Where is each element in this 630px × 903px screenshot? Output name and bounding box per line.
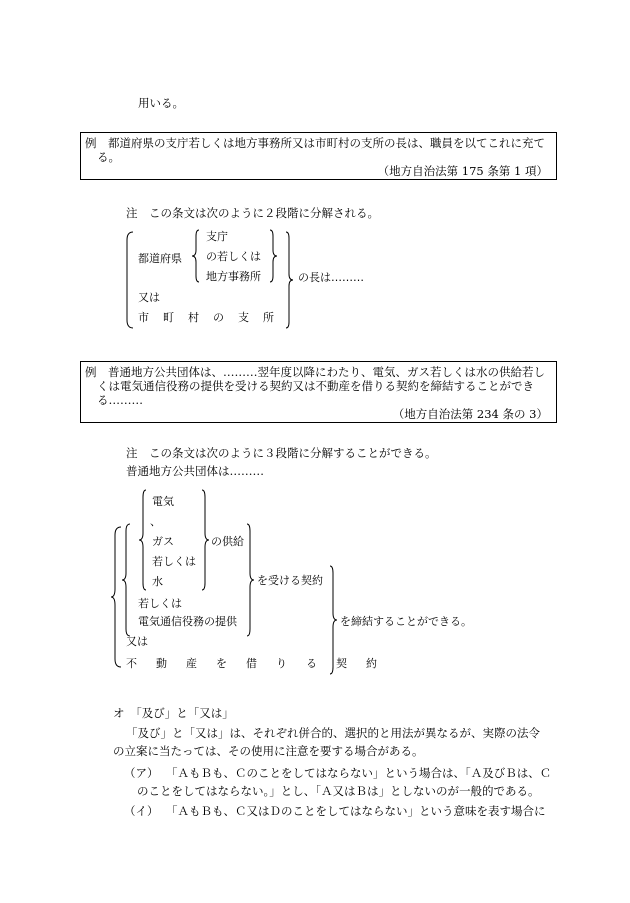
right-brace [268, 230, 278, 282]
left-brace [191, 230, 201, 282]
diagram-suffix: を受ける契約 [257, 574, 323, 587]
diagram-term: の若しくは [206, 250, 261, 263]
diagram-term: 支庁 [206, 230, 228, 243]
example-text-line: くは電気通信役務の提供を受ける契約又は不動産を借りる契約を締結することができ [97, 379, 534, 393]
left-brace [138, 490, 148, 590]
example-label: 例 [85, 136, 97, 150]
right-brace [200, 490, 210, 590]
example-text-line: る。 [97, 150, 120, 164]
left-brace [123, 232, 135, 328]
diagram-term: 、 [150, 515, 161, 528]
diagram-term: 又は [138, 291, 160, 304]
item-label: （イ） [124, 804, 159, 818]
diagram-suffix: の長は……… [298, 271, 364, 284]
diagram-suffix: を締結することができる。 [340, 615, 472, 628]
diagram-term: 電気通信役務の提供 [138, 615, 237, 628]
continuation-text: 用いる。 [138, 96, 184, 110]
diagram-term: ガス [152, 535, 174, 548]
diagram-term: 若しくは [152, 555, 196, 568]
example-label: 例 [85, 365, 97, 379]
example-text-line: 都道府県の支庁若しくは地方事務所又は市町村の支所の長は、職員を以てこれに充て [108, 136, 545, 150]
diagram-term: 若しくは [138, 597, 182, 610]
note-subtext: 普通地方公共団体は……… [126, 464, 264, 478]
diagram-term: 不動産を借りる契約 [126, 657, 396, 670]
note-text: 注 この条文は次のように２段階に分解される。 [126, 206, 379, 220]
example-text-line: る……… [97, 393, 143, 407]
diagram-term: 市町村の支所 [138, 311, 288, 324]
citation: （地方自治法第 234 条の 3） [392, 407, 548, 421]
paragraph-line: の立案に当たっては、その使用に注意を要する場合がある。 [113, 744, 424, 758]
example-box-1 [80, 132, 557, 180]
example-box-2 [80, 361, 557, 423]
diagram-suffix: の供給 [211, 535, 244, 548]
example-text-line: 普通地方公共団体は、………翌年度以降にわたり、電気、ガス若しくは水の供給若し [108, 365, 545, 379]
item-label: （ア） [124, 766, 159, 780]
paragraph-line: 「及び」と「又は」は、それぞれ併合的、選択的と用法が異なるが、実際の法令 [126, 726, 540, 740]
paragraph-line: 「ＡもＢも、Ｃのことをしてはならない」という場合は、「Ａ及びＢは、Ｃ [166, 766, 552, 780]
right-brace [328, 566, 338, 674]
section-heading: オ 「及び」と「又は」 [113, 706, 234, 720]
note-text: 注 この条文は次のように３段階に分解することができる。 [126, 446, 437, 460]
diagram-term: 電気 [152, 495, 174, 508]
paragraph-line: のことをしてはならない。」とし、「Ａ又はＢは」としないのが一般的である。 [137, 784, 540, 798]
paragraph-line: 「ＡもＢも、Ｃ又はＤのことをしてはならない」という意味を表す場合に [166, 804, 546, 818]
diagram-term: 都道府県 [138, 252, 182, 265]
right-brace [245, 524, 255, 636]
diagram-term: 又は [126, 635, 148, 648]
diagram-term: 水 [152, 575, 163, 588]
citation: （地方自治法第 175 条第 1 項） [377, 164, 548, 178]
left-brace [121, 524, 131, 636]
diagram-term: 地方事務所 [206, 270, 261, 283]
